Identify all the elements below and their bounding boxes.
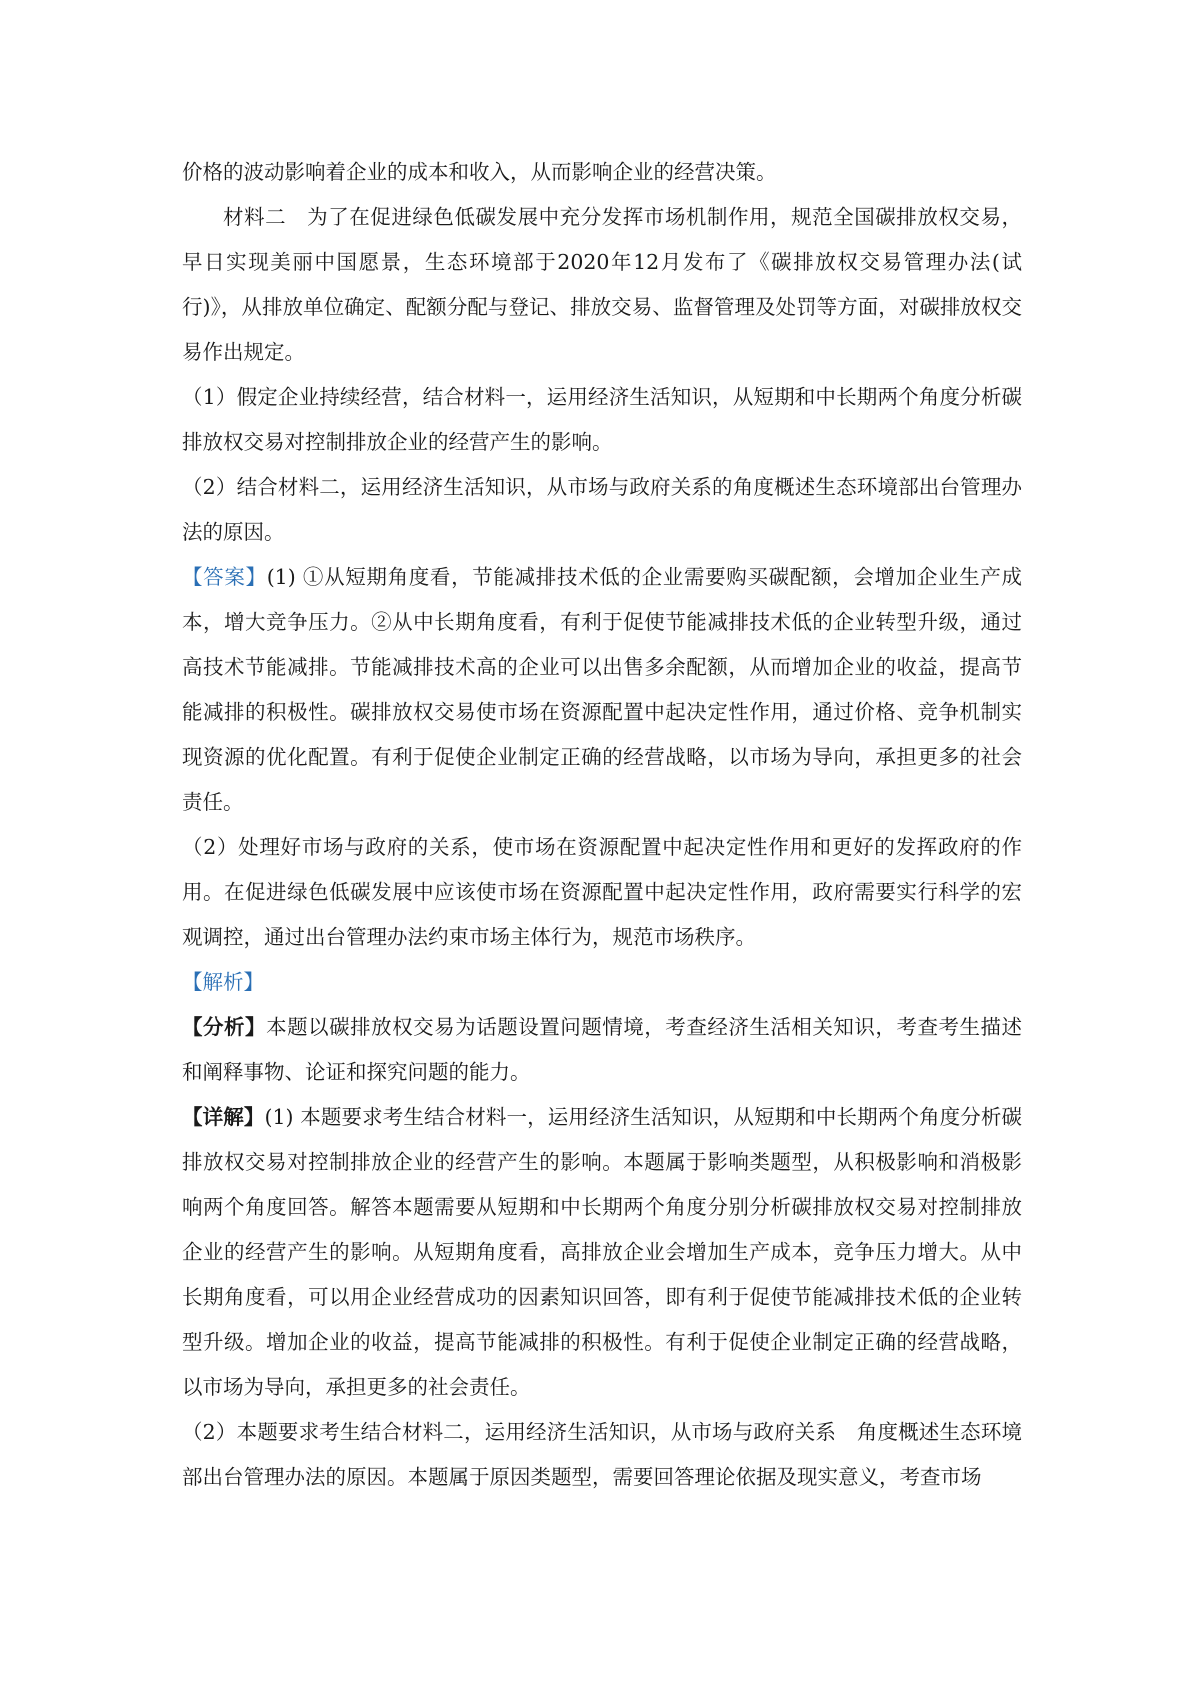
fenxi-label: 【分析】 xyxy=(182,1015,267,1039)
xiangjie-label: 【详解】 xyxy=(182,1105,265,1129)
xiangjie-1-text: (1) 本题要求考生结合材料一，运用经济生活知识，从短期和中长期两个角度分析碳排放权交易对控制排放企业的经营产生的影响。本题属于影响类题型，从积极影响和消极影响两个角度回答。解答本题需要从短期和中长期两个角度分别分析碳排放权交易对控制排放企业的经营产生的影响。从短期角度看，高排放企业会增加生产成本，竞争压力增大。从中长期角度看，可以用企业经营成功的因素知识回答，即有利于促使节能减排技术低的企业转型升级。增加企业的收益，提高节能减排的积极性。有利于促使企业制定正确的经营战略，以市场为导向，承担更多的社会责任。 xyxy=(182,1105,1022,1399)
answer-part-1-text: (1) ①从短期角度看，节能减排技术低的企业需要购买碳配额，会增加企业生产成本，增大竞争压力。②从中长期角度看，有利于促使节能减排技术低的企业转型升级，通过高技术节能减排。节能减排技术高的企业可以出售多余配额，从而增加企业的收益，提高节能减排的积极性。碳排放权交易使市场在资源配置中起决定性作用，通过价格、竞争机制实现资源的优化配置。有利于促使企业制定正确的经营战略，以市场为导向，承担更多的社会责任。 xyxy=(182,565,1022,814)
analysis-fenxi xyxy=(182,1005,1022,1095)
analysis-xiangjie-1 xyxy=(182,1095,1022,1410)
document-body xyxy=(182,150,1022,1500)
answer-label: 【答案】 xyxy=(182,565,267,589)
analysis-xiangjie-2: （2）本题要求考生结合材料二，运用经济生活知识，从市场与政府关系 角度概述生态环境部出台管理办法的原因。本题属于原因类题型，需要回答理论依据及现实意义，考查市场 xyxy=(182,1420,1022,1489)
question-1: （1）假定企业持续经营，结合材料一，运用经济生活知识，从短期和中长期两个角度分析碳排放权交易对控制排放企业的经营产生的影响。 xyxy=(182,385,1022,454)
analysis-label: 【解析】 xyxy=(182,970,264,994)
question-2: （2）结合材料二，运用经济生活知识，从市场与政府关系的角度概述生态环境部出台管理办法的原因。 xyxy=(182,475,1022,544)
answer-part-2: （2）处理好市场与政府的关系，使市场在资源配置中起决定性作用和更好的发挥政府的作用。在促进绿色低碳发展中应该使市场在资源配置中起决定性作用，政府需要实行科学的宏观调控，通过出台管理办法约束市场主体行为，规范市场秩序。 xyxy=(182,835,1022,949)
fenxi-text: 本题以碳排放权交易为话题设置问题情境，考查经济生活相关知识，考查考生描述和阐释事物、论证和探究问题的能力。 xyxy=(182,1015,1023,1084)
answer-part-1 xyxy=(182,555,1022,825)
material-one-tail: 价格的波动影响着企业的成本和收入，从而影响企业的经营决策。 xyxy=(182,160,777,184)
material-two: 材料二 为了在促进绿色低碳发展中充分发挥市场机制作用，规范全国碳排放权交易，早日实现美丽中国愿景，生态环境部于2020年12月发布了《碳排放权交易管理办法(试行)》，从排放单位确定、配额分配与登记、排放交易、监督管理及处罚等方面，对碳排放权交易作出规定。 xyxy=(182,205,1022,364)
